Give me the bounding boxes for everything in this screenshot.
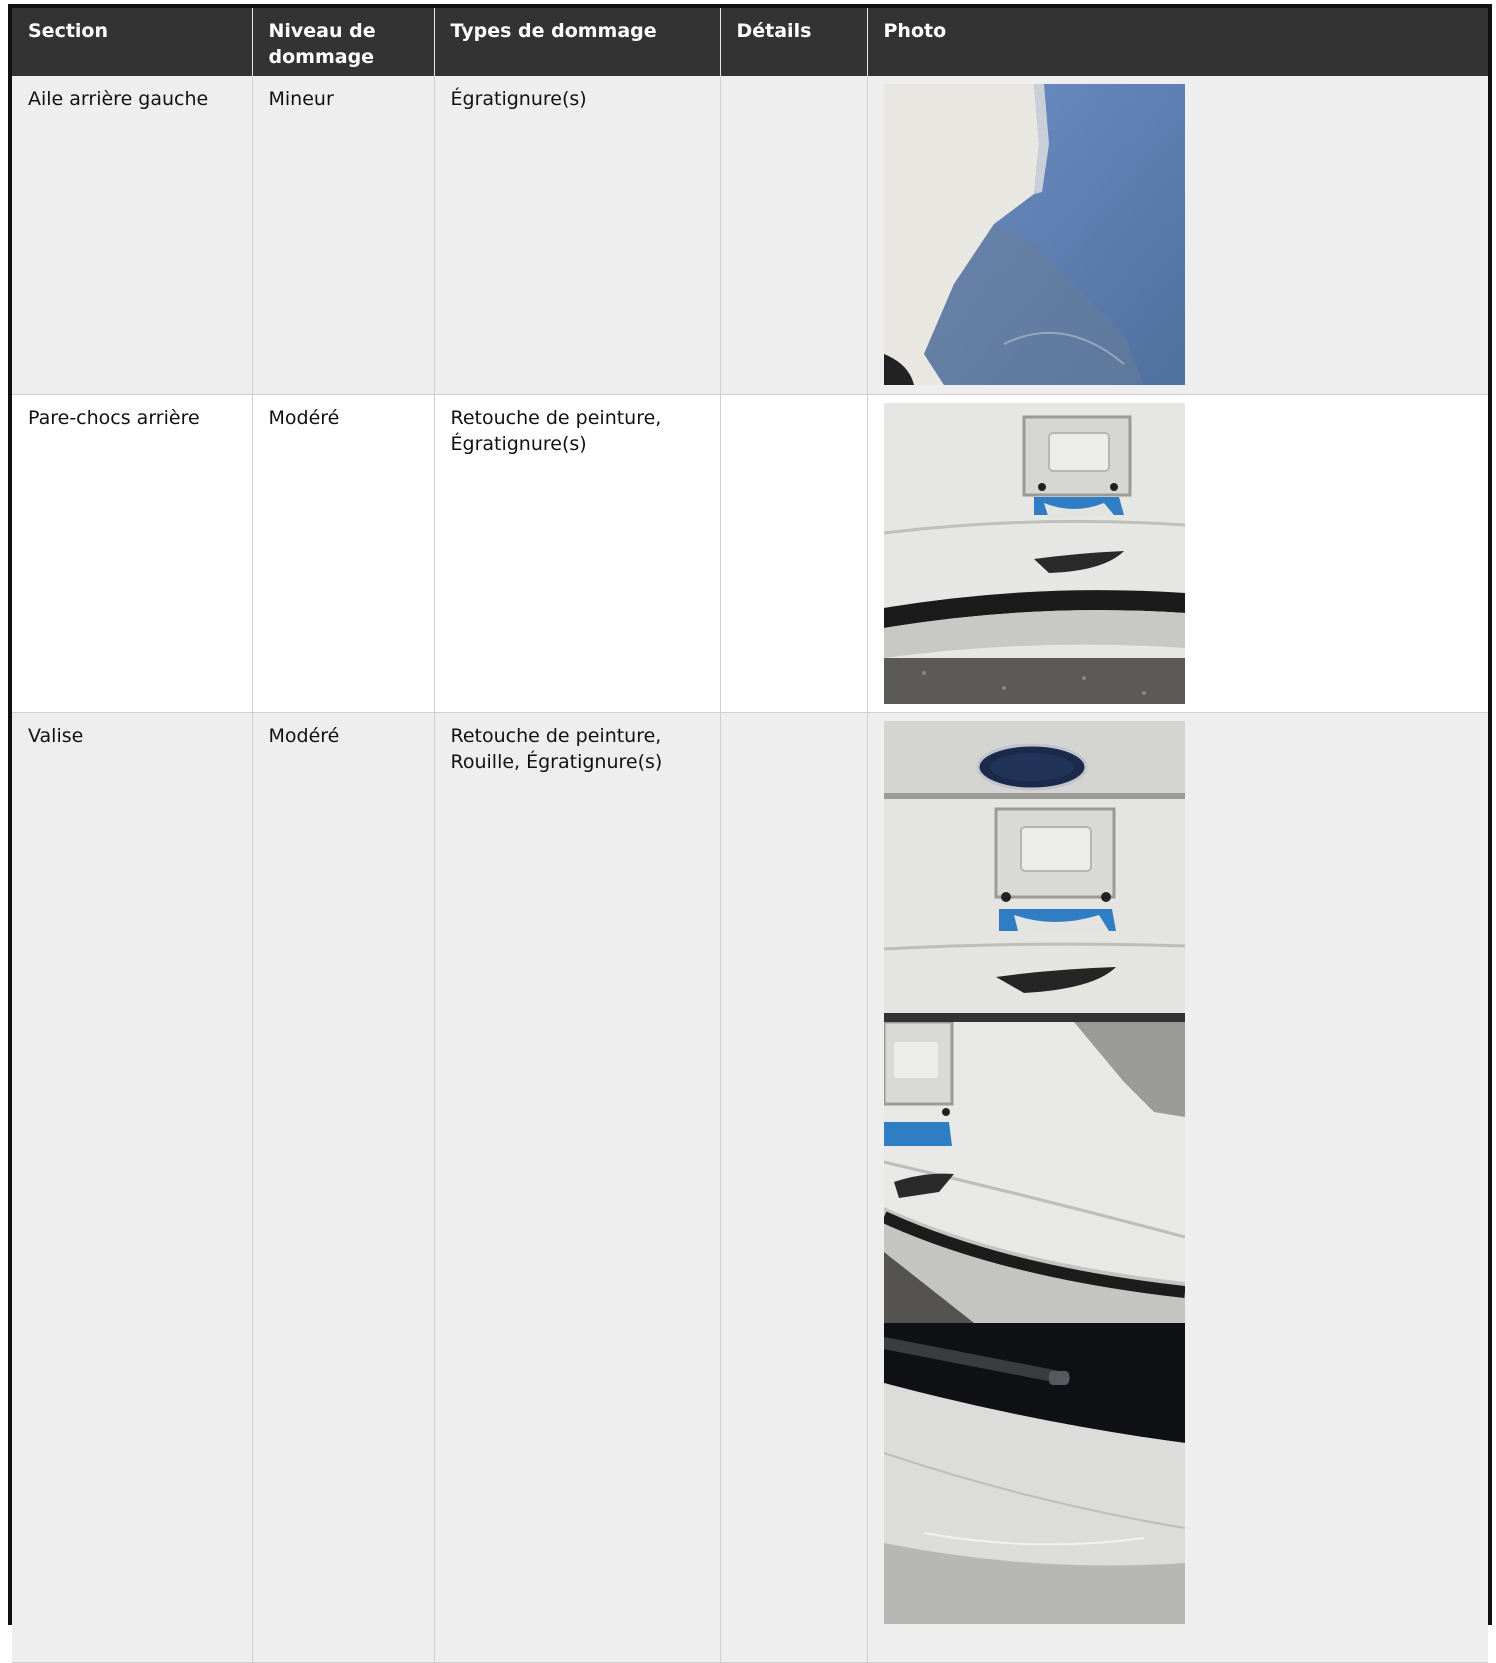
cell-section: Aile arrière gauche [12, 76, 252, 394]
header-details: Détails [720, 8, 867, 76]
cell-niveau: Mineur [252, 76, 434, 394]
car-quarter-panel-shadow-photo[interactable] [884, 84, 1185, 385]
trunk-corner-scratch-photo[interactable] [884, 1022, 1185, 1323]
cell-niveau: Modéré [252, 394, 434, 712]
damage-table [12, 8, 1488, 1663]
header-types: Types de dommage [434, 8, 720, 76]
header-section: Section [12, 8, 252, 76]
table-row [12, 712, 1488, 1662]
cell-types: Retouche de peinture, Égratignure(s) [434, 394, 720, 712]
cell-photo [867, 394, 1488, 712]
header-photo: Photo [867, 8, 1488, 76]
cell-types: Retouche de peinture, Rouille, Égratignure(s) [434, 712, 720, 1662]
cell-section: Pare-chocs arrière [12, 394, 252, 712]
rear-bumper-plate-photo[interactable] [884, 403, 1185, 704]
table-row [12, 394, 1488, 712]
table-row [12, 76, 1488, 394]
cell-photo [867, 76, 1488, 394]
cell-niveau: Modéré [252, 712, 434, 1662]
trunk-lid-strut-photo[interactable] [884, 1323, 1185, 1624]
cell-details [720, 394, 867, 712]
header-row [12, 8, 1488, 76]
cell-section: Valise [12, 712, 252, 1662]
cell-types: Égratignure(s) [434, 76, 720, 394]
header-niveau: Niveau de dommage [252, 8, 434, 76]
cell-photo [867, 712, 1488, 1662]
cell-details [720, 76, 867, 394]
cell-details [720, 712, 867, 1662]
report-frame [8, 4, 1492, 1625]
trunk-ford-emblem-photo[interactable] [884, 721, 1185, 1022]
